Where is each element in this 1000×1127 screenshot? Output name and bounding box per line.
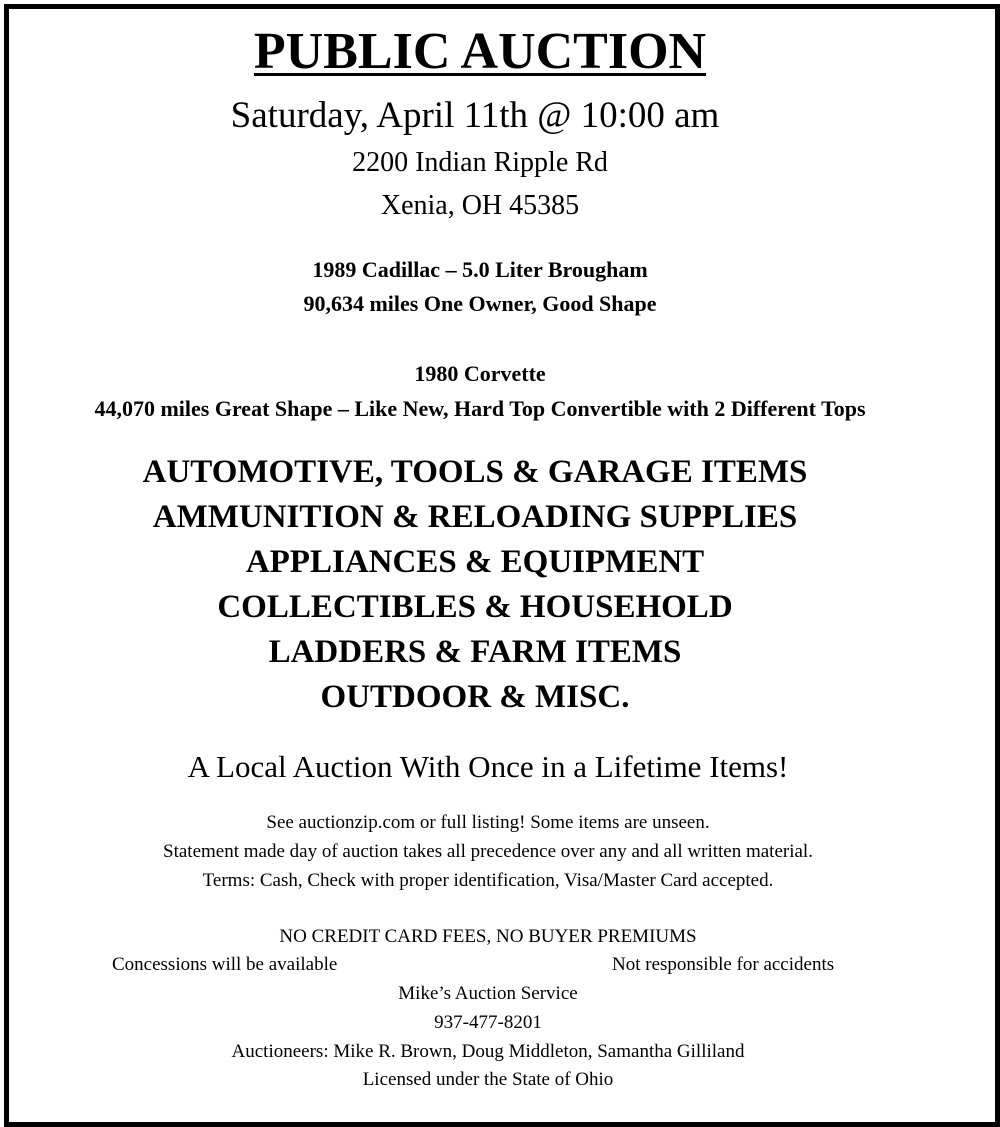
note-listing: See auctionzip.com or full listing! Some items are unseen.: [266, 812, 710, 833]
fees-notice: NO CREDIT CARD FEES, NO BUYER PREMIUMS: [279, 926, 697, 947]
category-appliances: APPLIANCES & EQUIPMENT: [245, 544, 705, 580]
tagline: A Local Auction With Once in a Lifetime Items!: [187, 749, 789, 784]
note-statement: Statement made day of auction takes all precedence over any and all written material.: [163, 841, 813, 862]
category-ladders: LADDERS & FARM ITEMS: [268, 634, 682, 670]
category-collectibles: COLLECTIBLES & HOUSEHOLD: [217, 589, 733, 625]
vehicle-2-name: 1980 Corvette: [414, 361, 546, 386]
vehicle-1-details: 90,634 miles One Owner, Good Shape: [303, 291, 657, 316]
service-phone: 937-477-8201: [434, 1012, 542, 1033]
liability-note: Not responsible for accidents: [612, 954, 835, 975]
vehicle-1-name: 1989 Cadillac – 5.0 Liter Brougham: [312, 257, 648, 282]
license: Licensed under the State of Ohio: [362, 1069, 614, 1090]
note-terms: Terms: Cash, Check with proper identification, Visa/Master Card accepted.: [202, 870, 774, 891]
flyer-title: PUBLIC AUCTION: [253, 23, 707, 80]
auction-date: Saturday, April 11th @ 10:00 am: [230, 95, 720, 136]
service-name: Mike’s Auction Service: [398, 983, 578, 1004]
vehicle-2-details: 44,070 miles Great Shape – Like New, Hard Top Convertible with 2 Different Tops: [94, 396, 866, 421]
address-street: 2200 Indian Ripple Rd: [352, 147, 608, 178]
address-city: Xenia, OH 45385: [380, 190, 580, 221]
auctioneers: Auctioneers: Mike R. Brown, Doug Middleton, Samantha Gilliland: [231, 1041, 745, 1062]
category-automotive: AUTOMOTIVE, TOOLS & GARAGE ITEMS: [142, 454, 808, 490]
category-outdoor: OUTDOOR & MISC.: [320, 679, 630, 715]
category-ammunition: AMMUNITION & RELOADING SUPPLIES: [152, 499, 798, 535]
concessions-note: Concessions will be available: [112, 954, 338, 975]
